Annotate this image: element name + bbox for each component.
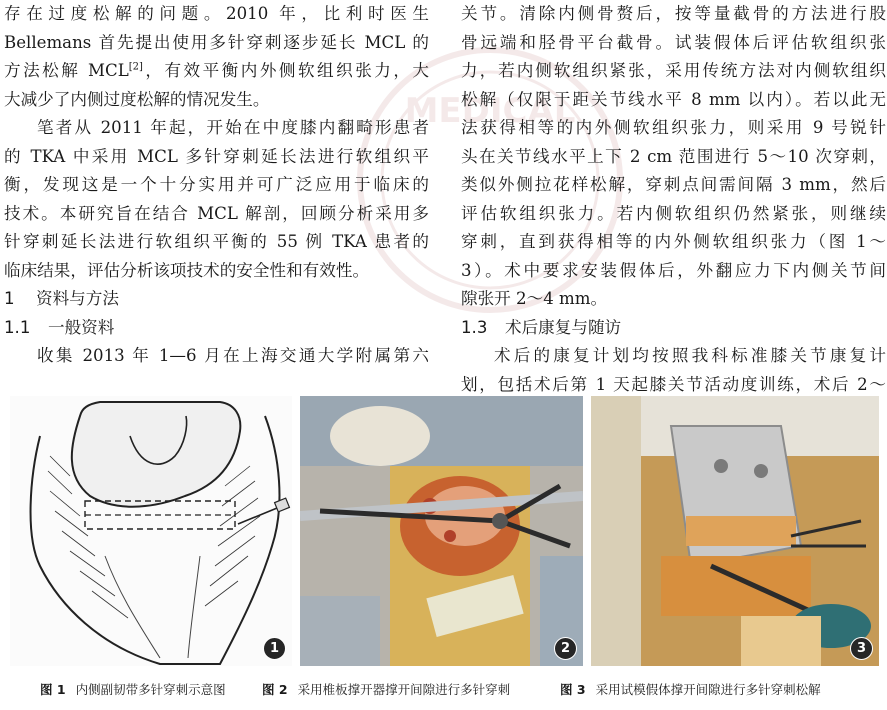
subsection-heading — [4, 314, 429, 343]
text-fragment: ，有效平衡内外侧软组织张力，大 — [142, 61, 429, 80]
text-line: 划，包括术后第 1 天起膝关节活动度训练，术后 2～ — [461, 374, 886, 394]
text-line: 类似外侧拉花样松解，穿刺点间需间隔 3 mm，然后 — [461, 175, 886, 194]
text-fragment: 方法松解 MCL — [4, 61, 129, 80]
figure-3-photo — [591, 396, 879, 666]
surgery-photo-trial-prosthesis — [591, 396, 879, 666]
caption-label: 图 1 — [40, 682, 66, 697]
figure-number-badge: 1 — [263, 637, 286, 660]
figure-2-caption — [262, 680, 510, 698]
text-line: 的 TKA 中采用 MCL 多针穿刺延长法进行软组织平 — [4, 146, 429, 166]
figure-3-caption — [560, 680, 821, 698]
caption-text: 采用椎板撑开器撑开间隙进行多针穿刺 — [297, 682, 511, 697]
subsection-heading — [461, 314, 886, 343]
reference-marker[interactable]: [2] — [128, 61, 143, 73]
caption-text: 采用试模假体撑开间隙进行多针穿刺松解 — [595, 682, 821, 697]
right-column — [461, 0, 886, 399]
text-line: 头在关节线水平上下 2 cm 范围进行 5～10 次穿刺， — [461, 146, 886, 166]
text-line — [4, 57, 429, 86]
text-line: 法获得相等的内外侧软组织张力，则采用 9 号锐针 — [461, 118, 886, 137]
figure-number-badge: 3 — [850, 637, 873, 660]
text-line: 松解（仅限于距关节线水平 8 mm 以内）。若以此无 — [461, 89, 886, 109]
text-line: 骨远端和胫骨平台截骨。试装假体后评估软组织张 — [461, 32, 886, 52]
text-line: 关节。清除内侧骨赘后，按等量截骨的方法进行股 — [461, 4, 886, 23]
section-number: 1.1 — [4, 317, 31, 337]
text-line: 存在过度松解的问题。2010 年，比利时医生 — [4, 4, 429, 23]
surgery-photo-spreader — [300, 396, 583, 666]
caption-text: 内侧副韧带多针穿刺示意图 — [75, 682, 226, 697]
figure-2-photo — [300, 396, 583, 666]
text-line: 3）。术中要求安装假体后，外翻应力下内侧关节间 — [461, 260, 886, 280]
text-line: 穿刺，直到获得相等的内外侧软组织张力（图 1～ — [461, 232, 886, 251]
text-line: 技术。本研究旨在结合 MCL 解剖，回顾分析采用多 — [4, 203, 429, 223]
caption-label: 图 2 — [262, 682, 288, 697]
text-line: 笔者从 2011 年起，开始在中度膝内翻畸形患者 — [37, 118, 429, 137]
caption-label: 图 3 — [560, 682, 586, 697]
text-line: 力，若内侧软组织紧张，采用传统方法对内侧软组织 — [461, 61, 886, 80]
section-title: 术后康复与随访 — [505, 317, 622, 337]
text-line: 收集 2013 年 1—6 月在上海交通大学附属第六 — [37, 346, 429, 365]
text-line: 隙张开 2～4 mm。 — [461, 289, 608, 308]
section-number: 1.3 — [461, 317, 488, 337]
section-heading — [4, 285, 429, 314]
section-title: 一般资料 — [48, 317, 115, 337]
figure-1-schematic — [10, 396, 292, 666]
knee-schematic-drawing — [10, 396, 292, 666]
text-line: Bellemans 首先提出使用多针穿刺逐步延长 MCL 的 — [4, 32, 429, 52]
section-title: 资料与方法 — [36, 289, 119, 308]
text-line: 针穿刺延长法进行软组织平衡的 55 例 TKA 患者的 — [4, 232, 429, 251]
text-line: 评估软组织张力。若内侧软组织仍然紧张，则继续 — [461, 203, 886, 223]
left-column — [4, 0, 429, 371]
figure-number-badge: 2 — [554, 637, 577, 660]
text-line: 术后的康复计划均按照我科标准膝关节康复计 — [494, 346, 886, 365]
figure-1-caption — [40, 680, 226, 698]
text-line: 临床结果，评估分析该项技术的安全性和有效性。 — [4, 260, 370, 280]
text-line: 大减少了内侧过度松解的情况发生。 — [4, 89, 270, 109]
text-line: 衡，发现这是一个十分实用并可广泛应用于临床的 — [4, 175, 429, 194]
figure-captions — [0, 680, 887, 700]
section-number: 1 — [4, 289, 15, 308]
watermark-text: MEDICAL — [404, 91, 576, 131]
